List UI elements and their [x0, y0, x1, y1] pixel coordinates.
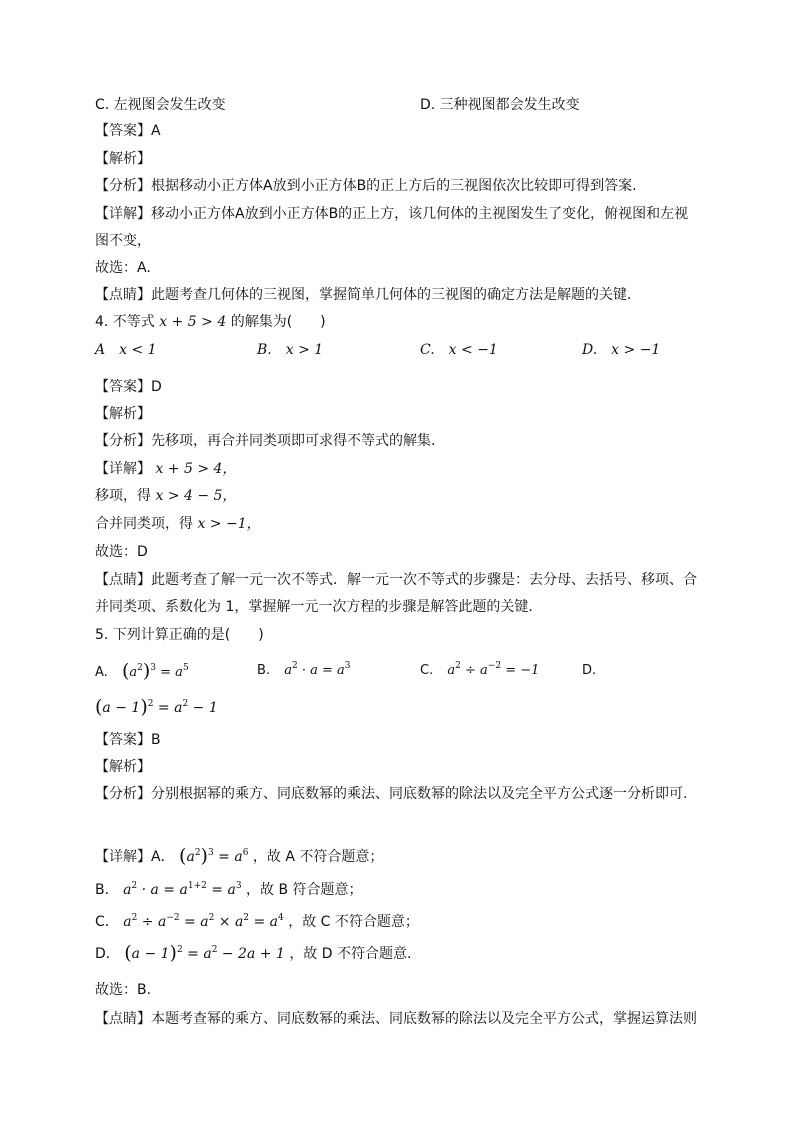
q3-jiexi-heading: 【解析】	[95, 151, 151, 167]
q5-option-b	[257, 661, 351, 681]
q5-b-label: B．	[95, 882, 119, 898]
q5-option-d-expression-line	[95, 697, 714, 723]
q5-options-row	[95, 658, 714, 684]
q4-step1-expression: x > 4 − 5，	[155, 488, 237, 504]
q3-dianjing: 【点睛】此题考查几何体的三视图，掌握简单几何体的三视图的确定方法是解题的关键.	[95, 287, 632, 303]
q5-dianjing: 【点睛】本题考查幂的乘方、同底数幂的乘法、同底数幂的除法以及完全平方公式，掌握运算法则	[95, 1011, 697, 1027]
q5-fenxi: 【分析】分别根据幂的乘方、同底数幂的乘法、同底数幂的除法以及完全平方公式逐一分析即可.	[95, 786, 688, 802]
q3-fenxi: 【分析】根据移动小正方体A放到小正方体B的正上方后的三视图依次比较即可得到答案.	[95, 178, 637, 194]
q5-option-c	[420, 661, 539, 681]
q5-c-label: C．	[95, 914, 119, 930]
q5-xiangjie-c	[95, 912, 714, 932]
q5-xiangjie-b-expression: $a^2 \cdot a = a^{1+2} = a^3$	[123, 881, 242, 898]
q4-xiangjie-label: 【详解】	[95, 461, 151, 477]
q3-answer: 【答案】A	[95, 123, 161, 139]
q4-stem-suffix: 的解集为( )	[230, 314, 326, 330]
q3-xiangjie-line2: 图不变，	[95, 233, 151, 249]
q5-xiangjie-a-tail: ，故 A 不符合题意；	[252, 849, 384, 865]
q5-option-b-label: B.	[257, 663, 271, 678]
q4-dianjing-line2: 并同类项、系数化为 1，掌握解一元一次方程的步骤是解答此题的关键.	[95, 599, 533, 615]
q5-xiangjie-d	[95, 943, 714, 969]
q5-xiangjie-c-tail: ，故 C 不符合题意；	[288, 914, 419, 930]
q5-option-d-expression: $(a - 1)^2 = a^2 - 1$	[95, 696, 218, 718]
q5-answer: 【答案】B	[95, 732, 161, 748]
q3-xiangjie-line1: 【详解】移动小正方体A放到小正方体B的正上方，该几何体的主视图发生了变化，俯视图和左视	[95, 206, 689, 222]
q4-step1-label: 移项，得	[95, 488, 151, 504]
q4-step2-label: 合并同类项，得	[95, 516, 193, 532]
q5-option-d-label: D.	[582, 663, 597, 678]
q4-option-d: D. x > −1	[582, 342, 661, 358]
q4-step-combine	[95, 514, 714, 534]
q5-option-c-label: C.	[420, 663, 434, 678]
q3-guxuan: 故选：A.	[95, 260, 151, 276]
q3-option-c: C. 左视图会发生改变	[95, 97, 226, 113]
q5-d-label: D．	[95, 946, 120, 962]
q4-guxuan: 故选：D	[95, 544, 148, 560]
q4-jiexi-heading: 【解析】	[95, 406, 151, 422]
q4-stem	[95, 312, 714, 332]
q5-xiangjie-b-tail: ，故 B 符合题意；	[246, 882, 363, 898]
q5-xiangjie-d-tail: ，故 D 不符合题意.	[289, 946, 412, 962]
q5-xiangjie-a-expression: $(a^2)^3 = a^6$	[179, 845, 249, 867]
q5-xiangjie-c-expression: $a^2 \div a^{-2} = a^2 \times a^2 = a^4$	[123, 913, 284, 930]
q4-xiangjie	[95, 459, 714, 479]
q5-option-a-expression: $(a^2)^3 = a^5$	[121, 660, 189, 682]
q4-answer: 【答案】D	[95, 379, 162, 395]
q5-option-b-expression: $a^2 \cdot a = a^3$	[284, 661, 351, 678]
q5-xiangjie-d-expression: $(a - 1)^2 = a^2 - 2a + 1$	[124, 942, 285, 964]
q4-option-a: A x < 1	[95, 342, 157, 358]
q5-option-c-expression: $a^2 \div a^{-2} = -1$	[447, 661, 540, 678]
q4-step-transpose	[95, 486, 714, 506]
q4-fenxi: 【分析】先移项，再合并同类项即可求得不等式的解集.	[95, 433, 436, 449]
q5-xiangjie-b	[95, 880, 714, 900]
q5-stem: 5. 下列计算正确的是( )	[95, 627, 264, 643]
q4-xiangjie-expression: x + 5 > 4，	[155, 461, 237, 477]
q4-dianjing-line1: 【点睛】此题考查了解一元一次不等式．解一元一次不等式的步骤是：去分母、去括号、移项、合	[95, 572, 697, 588]
q4-option-c: C. x < −1	[420, 342, 498, 358]
q4-option-b: B. x > 1	[257, 342, 324, 358]
q4-stem-prefix: 4. 不等式	[95, 314, 155, 330]
q5-xiangjie-label: 【详解】A．	[95, 849, 175, 865]
q5-jiexi-heading: 【解析】	[95, 759, 151, 775]
q5-option-a-label: A.	[95, 665, 108, 680]
q3-option-d: D. 三种视图都会发生改变	[420, 97, 580, 113]
q5-option-a	[95, 661, 189, 683]
q5-xiangjie-a	[95, 846, 714, 872]
q4-step2-expression: x > −1，	[197, 516, 261, 532]
q4-stem-expression: x + 5 > 4	[159, 314, 227, 330]
q5-guxuan: 故选：B.	[95, 982, 152, 998]
